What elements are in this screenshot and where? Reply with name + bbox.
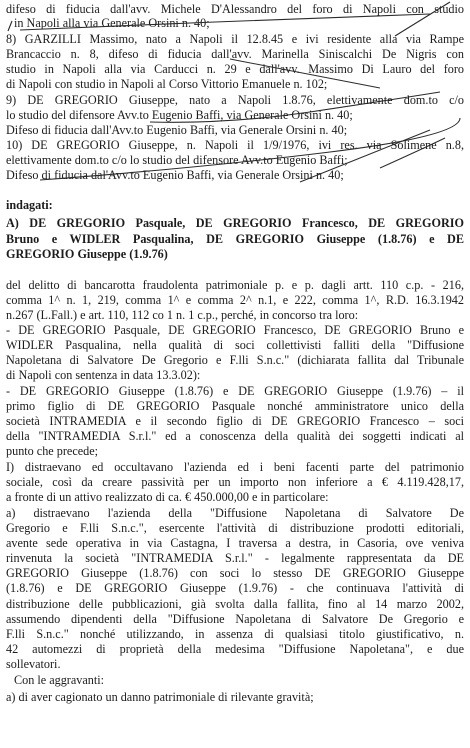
text-line: Brancaccio n. 8, difeso di fiducia dall'avv. Marinella Siniscalchi De Nigris con — [6, 47, 464, 61]
section-heading-indagati: indagati: — [6, 198, 53, 212]
text-line: Napoletana di Salvatore De Gregorio e F.lli S.n.c." (dichiarata fallita dal Tribunale — [6, 353, 464, 367]
text-line: Gregorio e F.lli S.n.c.", esercente l'attività di distribuzione prodotti editoriali, — [6, 521, 464, 535]
text-line: 10) DE GREGORIO Giuseppe, n. Napoli il 1/9/1976, ivi res. via Solimene n.8, — [6, 138, 464, 152]
text-line: assumendo dipendenti della "Diffusione Napoletana di Salvatore De Gregorio e — [6, 612, 464, 626]
text-line: I) distraevano ed occultavano l'azienda ed i beni facenti parte del patrimonio — [6, 460, 464, 474]
text-line: - DE GREGORIO Giuseppe (1.8.76) e DE GREGORIO Giuseppe (1.9.76) – il — [6, 384, 464, 398]
text-line: A) DE GREGORIO Pasquale, DE GREGORIO Francesco, DE GREGORIO — [6, 216, 464, 230]
text-line: GREGORIO Giuseppe (1.8.76) con soci lo stesso DE GREGORIO Giuseppe — [6, 566, 464, 580]
text-line: del delitto di bancarotta fraudolenta patrimoniale p. e p. dagli artt. 110 c.p. - 216, — [6, 278, 464, 292]
text-line: primo figlio di DE GREGORIO Pasquale nonché amministratore unico della — [6, 399, 464, 413]
text-line: F.lli S.n.c." nonché utilizzando, in assenza di qualsiasi titolo giustificativo, n. — [6, 627, 464, 641]
text-line: 9) DE GREGORIO Giuseppe, nato a Napoli 1.8.76, elettivamente dom.to c/o — [6, 93, 464, 107]
text-line: rinvenuta la società "INTRAMEDIA S.r.l." - legalmente rappresentata da DE — [6, 551, 464, 565]
text-line: n.267 (L.Fall.) e art. 110, 112 co 1 n. 1 c.p., perché, in concorso tra loro: — [6, 308, 359, 322]
pen-stroke — [8, 21, 12, 31]
text-line: punto che precede; — [6, 444, 99, 458]
text-line: Difeso di fiducia dall'Avv.to Eugenio Baffi, via Generale Orsini n. 40; — [6, 123, 348, 137]
text-line: di Napoli con studio in Napoli al Corso Vittorio Emanuele n. 102; — [6, 77, 328, 91]
text-line: società INTRAMEDIA e il secondo figlio di DE GREGORIO Francesco – soci — [6, 414, 464, 428]
text-line: di Napoli con sentenza in data 13.3.02): — [6, 368, 201, 382]
text-line: - DE GREGORIO Pasquale, DE GREGORIO Francesco, DE GREGORIO Bruno e — [6, 323, 464, 337]
text-line: 42 automezzi di proprietà della medesima "Diffusione Napoletana", e due — [6, 642, 464, 656]
text-line: Bruno e WIDLER Pasqualina, DE GREGORIO Giuseppe (1.8.76) e DE — [6, 232, 464, 246]
text-line: in Napoli alla via Generale Orsini n. 40; — [14, 16, 210, 30]
text-line: WIDLER Pasqualina, nella qualità di soci collettivisti falliti della "Diffusione — [6, 338, 464, 352]
text-line: a) distraevano l'azienda della "Diffusione Napoletana di Salvatore De — [6, 506, 464, 520]
text-line: della "INTRAMEDIA S.r.l." ed a conoscenza della qualità dei soggetti indicati al — [6, 429, 464, 443]
text-line: Con le aggravanti: — [14, 673, 105, 687]
text-line: studio in Napoli alla via Carducci n. 29 e dall'avv. Massimo Di Lauro del foro — [6, 62, 464, 76]
text-line: a fronte di un attivo realizzato di ca. € 450.000,00 e in particolare: — [6, 490, 329, 504]
text-line: distribuzione delle pubblicazioni, già svolta dalla fallita, fino al 14 marzo 2002, — [6, 597, 464, 611]
text-line: comma 1^ n. 1, 219, comma 1^ e comma 2^ n.1, e 222, comma 1^, R.D. 16.3.1942 — [6, 293, 464, 307]
text-line: a) di aver cagionato un danno patrimoniale di rilevante gravità; — [6, 690, 314, 704]
text-line: (1.8.76) e DE GREGORIO Giuseppe (1.9.76) - che continuava l'attività di — [6, 581, 464, 595]
text-line: sociale, così da creare passività per un importo non inferiore a € 4.119.428,17, — [6, 475, 464, 489]
text-line: sollevatori. — [6, 657, 61, 671]
text-line: avente sede operativa in via Castagna, I traversa a destra, in Casoria, ove veniva — [6, 536, 464, 550]
text-line: Difeso di fiducia dal'Avv.to Eugenio Baffi, via Generale Orsini n. 40; — [6, 168, 344, 182]
text-line: elettivamente dom.to c/o lo studio del difensore Avv.to Eugenio Baffi; — [6, 153, 348, 167]
text-line: GREGORIO Giuseppe (1.9.76) — [6, 247, 168, 261]
text-line: lo studio del difensore Avv.to Eugenio Baffi, via Generale Orsini n. 40; — [6, 108, 353, 122]
text-line: 8) GARZILLI Massimo, nato a Napoli il 12.8.45 e ivi residente alla via Rampe — [6, 32, 464, 46]
text-line: difeso di fiducia dall'avv. Michele D'Alessandro del foro di Napoli con studio — [6, 2, 464, 16]
